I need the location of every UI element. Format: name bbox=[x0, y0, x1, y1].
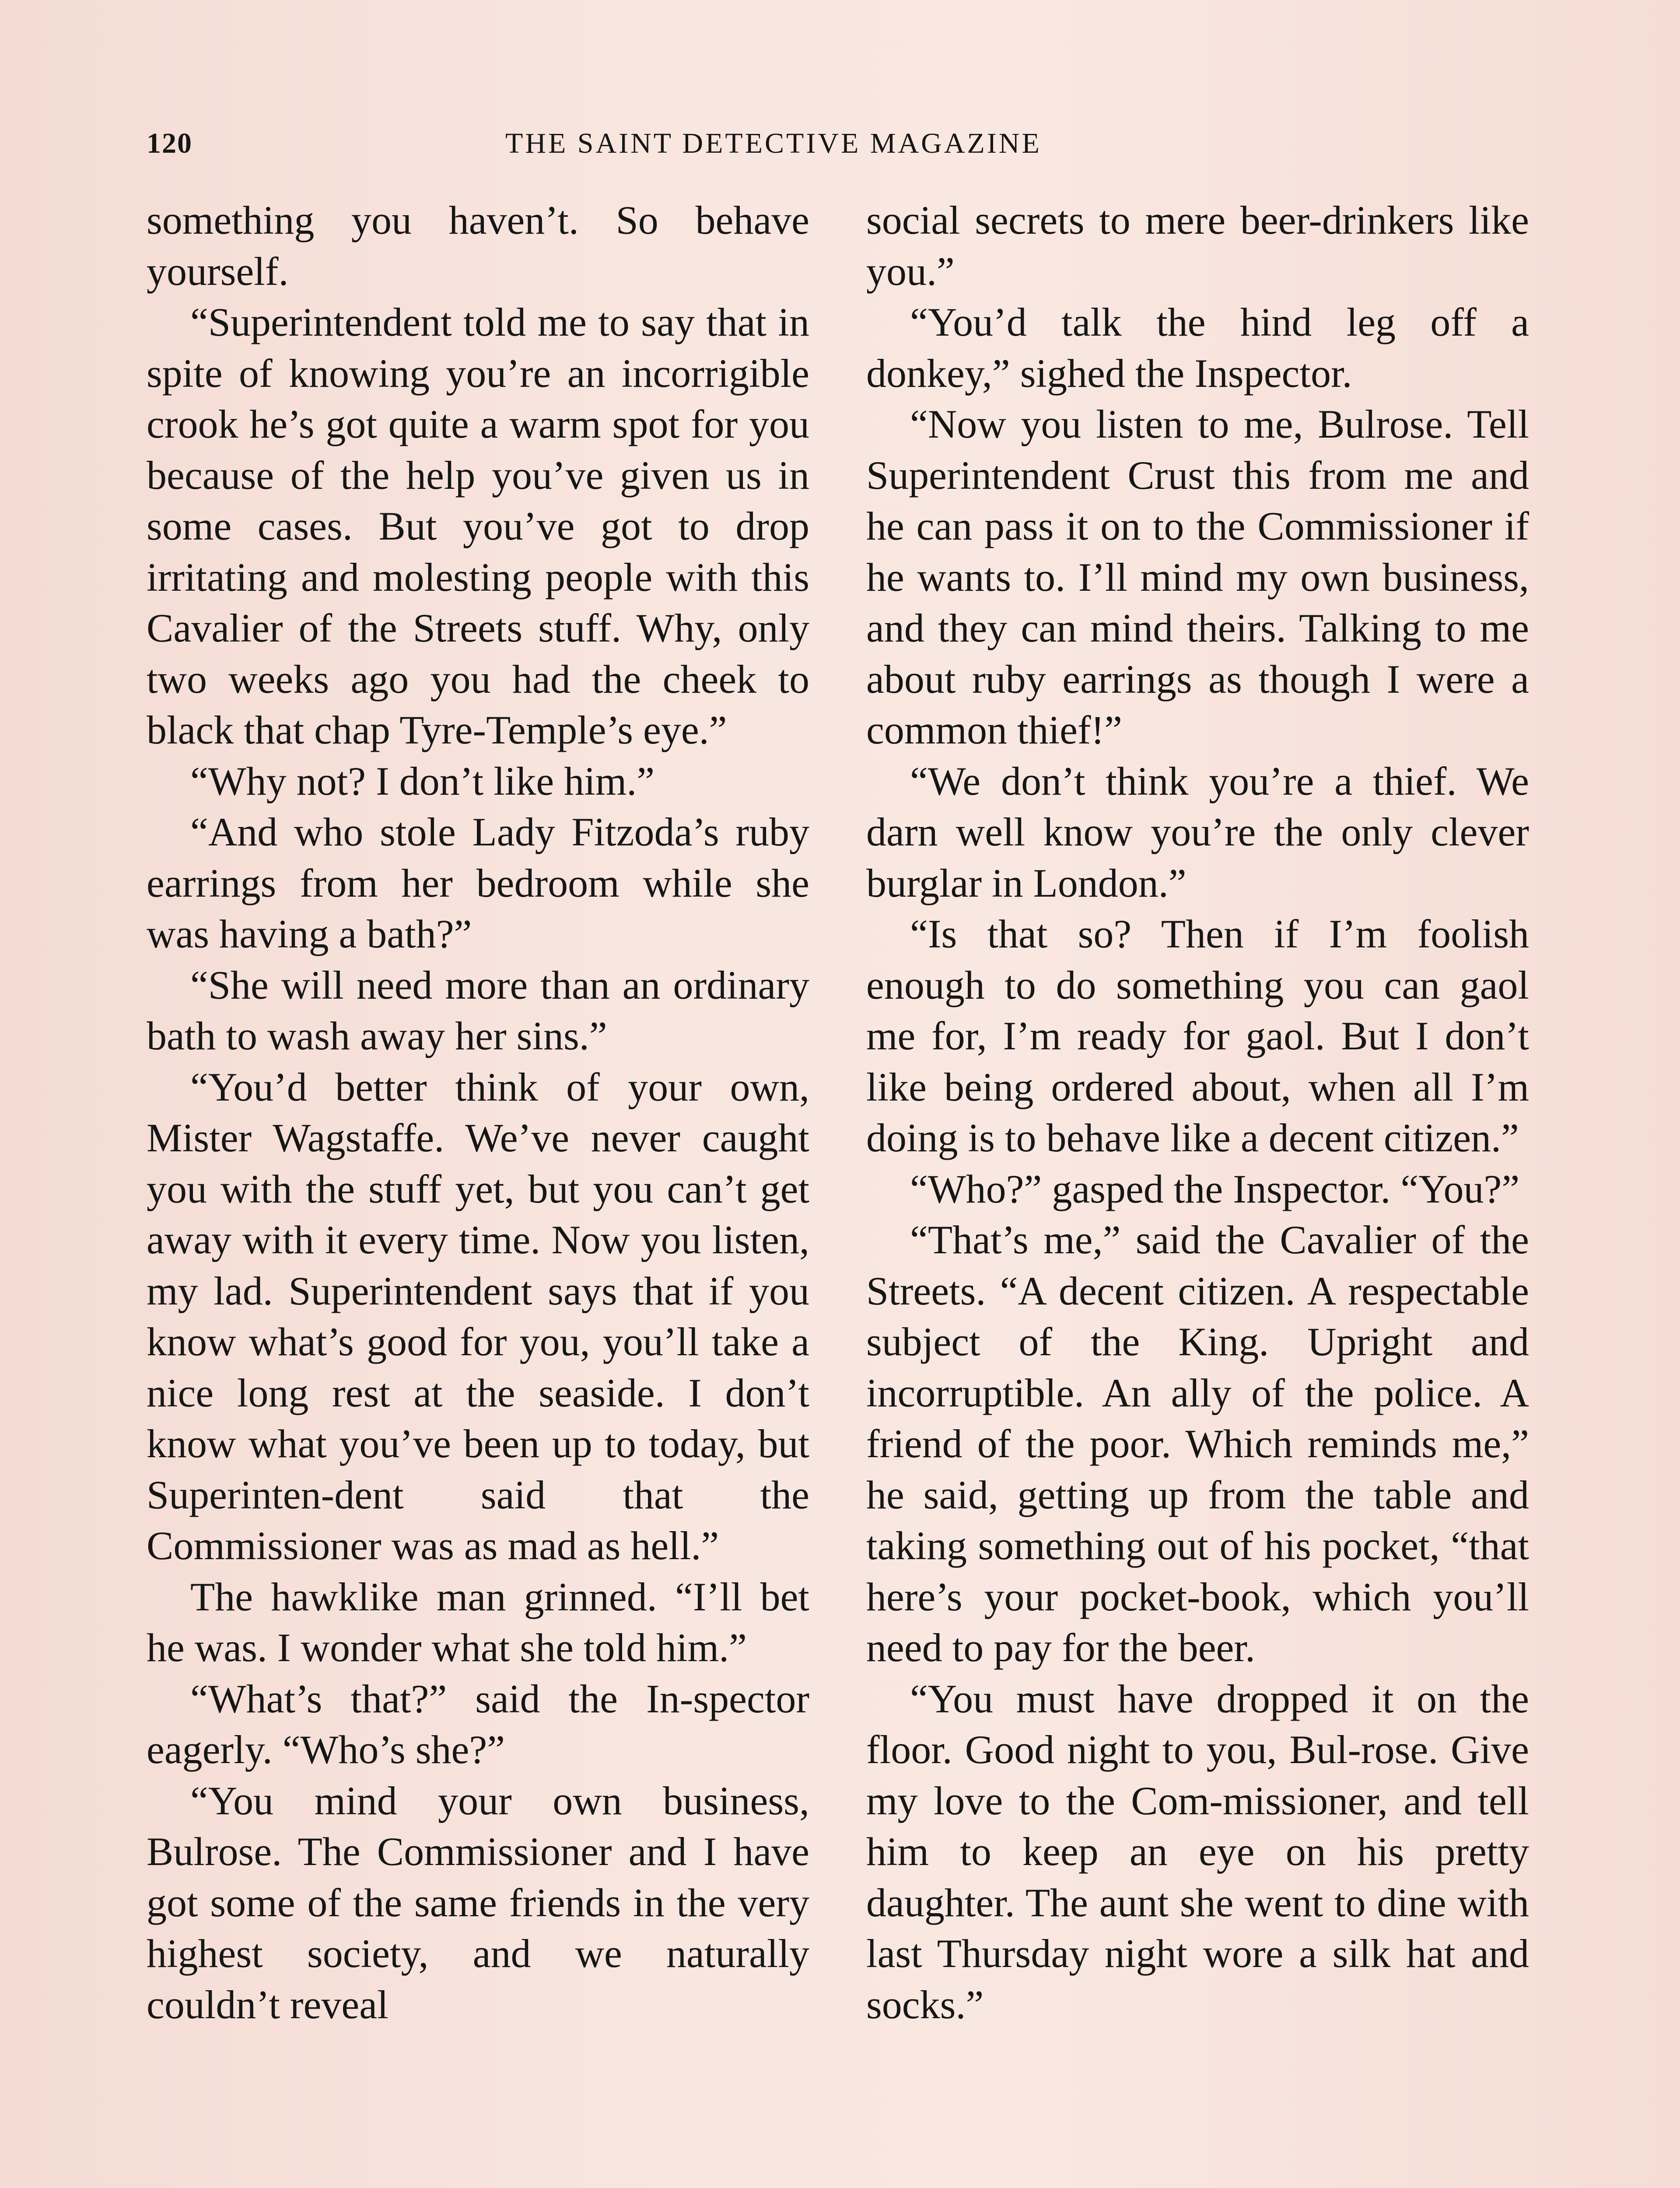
paragraph: “You mind your own business, Bulrose. The Commissioner and I have got some of the same friends in the very highest society, and we naturally couldn’t reveal bbox=[147, 1778, 809, 2027]
paragraph: “That’s me,” said the Cavalier of the Streets. “A decent citizen. A respectable subject of the King. Upright and incorruptible. An ally of the police. A friend of the poor. Which reminds me,” he said, getting up from the table and taking something out of his pocket, “that here’s your pocket-book, which you’ll need to pay for the beer. bbox=[866, 1217, 1529, 1670]
paragraph: “And who stole Lady Fitzoda’s ruby earrings from her bedroom while she was having a bath?” bbox=[147, 810, 809, 956]
paragraph: “What’s that?” said the In-spector eagerly. “Who’s she?” bbox=[147, 1676, 809, 1772]
paragraph: “You’d better think of your own, Mister Wagstaffe. We’ve never caught you with the stuff yet, but you can’t get away with it every time. Now you listen, my lad. Superintendent says that if you know what’s good for you, you’ll take a nice long rest at the seaside. I don’t know what you’ve been up to today, but Superinten-dent said that the Commissioner was as mad as hell.” bbox=[147, 1064, 809, 1568]
right-column bbox=[866, 195, 1529, 2030]
paragraph: “Superintendent told me to say that in spite of knowing you’re an incorrigible crook he’s got quite a warm spot for you because of the help you’ve given us in some cases. But you’ve got to drop irritating and molesting people with this Cavalier of the Streets stuff. Why, only two weeks ago you had the cheek to black that chap Tyre-Temple’s eye.” bbox=[147, 300, 809, 752]
paragraph: “She will need more than an ordinary bath to wash away her sins.” bbox=[147, 962, 809, 1058]
paragraph: “Why not? I don’t like him.” bbox=[190, 758, 655, 803]
running-title: THE SAINT DETECTIVE MAGAZINE bbox=[505, 127, 1042, 159]
paragraph: “We don’t think you’re a thief. We darn well know you’re the only clever burglar in London.” bbox=[866, 758, 1529, 905]
paragraph: The hawklike man grinned. “I’ll bet he was. I wonder what she told him.” bbox=[147, 1574, 809, 1670]
paragraph: “Who?” gasped the Inspector. “You?” bbox=[910, 1166, 1520, 1211]
left-column bbox=[147, 195, 809, 2030]
paragraph: “Now you listen to me, Bulrose. Tell Superintendent Crust this from me and he can pass it on to the Commissioner if he wants to. I’ll mind my own business, and they can mind theirs. Talking to me about ruby earrings as though I were a common thief!” bbox=[866, 402, 1529, 752]
page-number: 120 bbox=[147, 127, 192, 159]
paragraph: “You must have dropped it on the floor. Good night to you, Bul-rose. Give my love to the Com-missioner, and tell him to keep an eye on his pretty daughter. The aunt she went to dine with last Thursday night wore a silk hat and socks.” bbox=[866, 1676, 1529, 2027]
paragraph: social secrets to mere beer-drinkers like you.” bbox=[866, 198, 1529, 294]
paragraph: “You’d talk the hind leg off a donkey,” sighed the Inspector. bbox=[866, 300, 1529, 396]
paragraph: “Is that so? Then if I’m foolish enough to do something you can gaol me for, I’m ready for gaol. But I don’t like being ordered about, when all I’m doing is to behave like a decent citizen.” bbox=[866, 912, 1529, 1160]
page-header bbox=[147, 127, 1181, 175]
paragraph: something you haven’t. So behave yourself. bbox=[147, 198, 809, 294]
